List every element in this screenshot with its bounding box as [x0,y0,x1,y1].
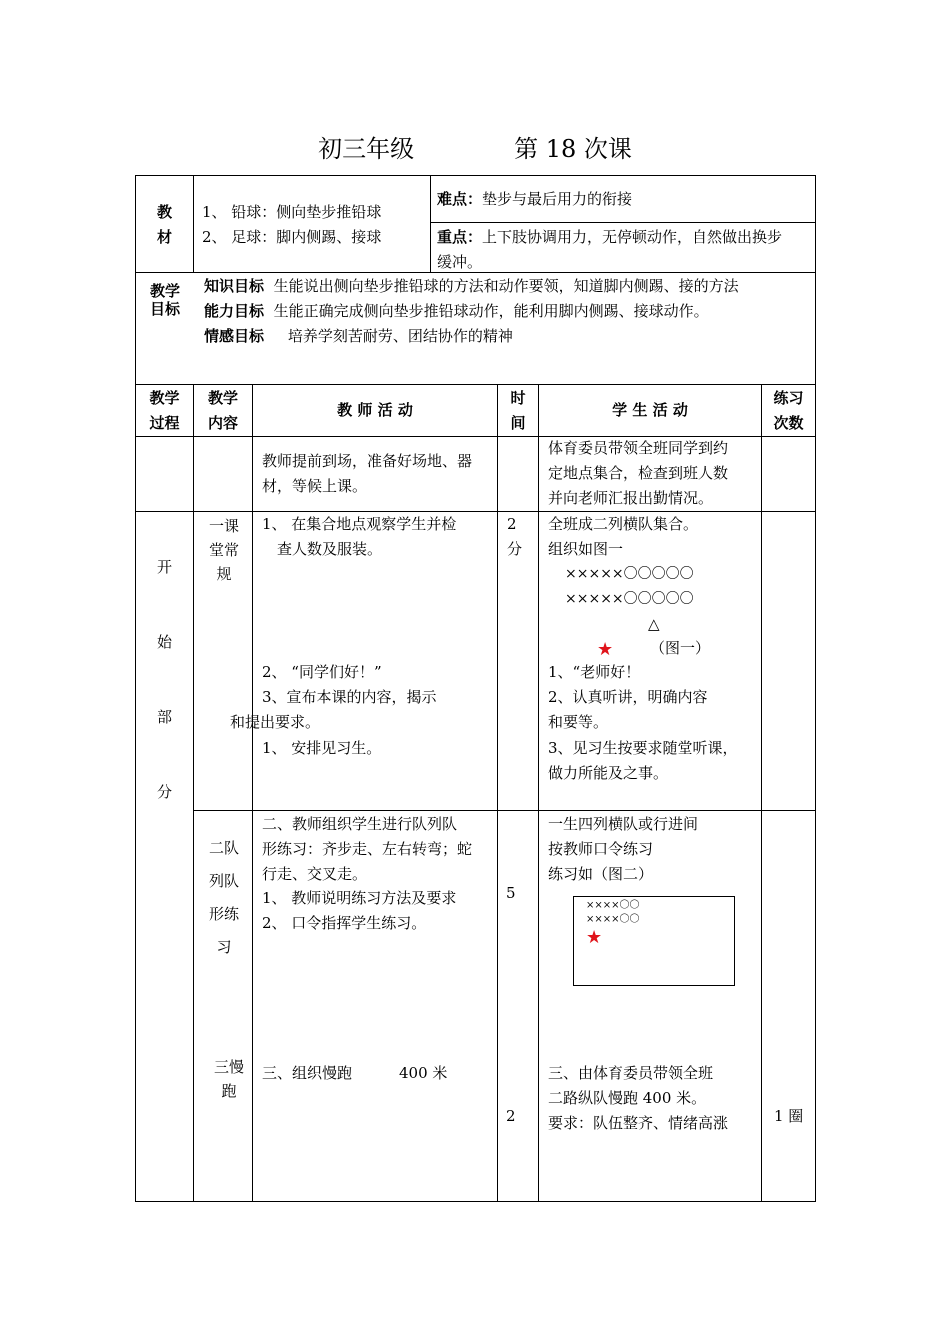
col-student: 学 生 活 动 [612,401,688,419]
col-content: 教学 [207,389,238,407]
teacher-position-triangle: △ [648,615,660,633]
table-line [538,384,539,1202]
prep-teacher: 材，等候上课。 [262,477,368,495]
col-process: 过程 [149,414,180,432]
lesson-number: 第 18 次课 [514,135,632,163]
prep-student: 定地点集合，检查到班人数 [548,464,729,482]
drill-teacher-line: 形练习：齐步走、左右转弯；蛇 [262,840,473,858]
star-icon: ★ [586,927,603,948]
knowledge-text: 生能说出侧向垫步推铅球的方法和动作要领，知道脚内侧踢、接的方法 [273,277,739,295]
jog-student-line: 三、由体育委员带领全班 [548,1064,714,1082]
formation-row: ×××××〇〇〇〇〇 [565,591,694,607]
prep-student: 体育委员带领全班同学到约 [548,439,729,457]
star-icon: ★ [597,639,614,660]
table-border-left [135,175,136,1202]
jog-distance: 400 米 [399,1064,448,1082]
col-process: 教学 [149,389,180,407]
col-count: 次数 [773,414,804,432]
drill-content: 二队列队形练习 [209,839,240,956]
table-line [430,175,431,273]
routine-teacher-line: 2、 “同学们好！” [262,663,382,681]
jiaocai-label: 材 [157,228,173,246]
table-line [193,175,194,273]
table-border-bottom [135,1201,816,1202]
key-point [437,225,782,250]
key-text: 上下肢协调用力，无停顿动作，自然做出换步 [482,228,783,246]
knowledge-label: 知识目标 [204,277,265,295]
difficulty-label: 难点： [437,190,483,208]
section-char: 部 [157,708,173,726]
skill-label: 能力目标 [204,302,265,320]
skill-goal [204,299,709,324]
routine-student-line: 1、“老师好！ [548,663,641,681]
routine-student-line: 做力所能及之事。 [548,764,669,782]
drill-student-line: 练习如（图二） [548,865,654,883]
prep-teacher: 教师提前到场，准备好场地、器 [262,452,473,470]
drill-formation-figure [573,896,735,986]
jog-count: 1 圈 [774,1107,804,1125]
routine-student-line: 组织如图一 [548,540,624,558]
knowledge-goal [204,274,739,299]
prep-student: 并向老师汇报出勤情况。 [548,489,714,507]
routine-student-line: 全班成二列横队集合。 [548,515,699,533]
table-line [761,384,762,1202]
table-line [135,511,816,512]
jog-teacher: 三、组织慢跑 [262,1064,353,1082]
formation-row: ×××××〇〇〇〇〇 [565,566,694,582]
col-time: 间 [510,414,526,432]
figure-caption: （图一） [650,639,711,657]
emotion-goal [204,324,513,349]
routine-teacher-line: 1、 在集合地点观察学生并检 [262,515,457,533]
jog-student-line: 要求：队伍整齐、情绪高涨 [548,1114,729,1132]
section-char: 开 [157,558,173,576]
drill-student-line: 按教师口令练习 [548,840,654,858]
content-item: 2、 足球：脚内侧踢、接球 [202,228,382,246]
col-time: 时 [510,389,526,407]
jog-student-line: 二路纵队慢跑 400 米。 [548,1089,707,1107]
table-border-right [815,175,816,1202]
goals-label: 教学目标 [150,282,181,318]
table-line [497,384,498,1202]
routine-student-line: 3、见习生按要求随堂听课， [548,739,738,757]
col-count: 练习 [773,389,804,407]
table-line [193,384,194,1202]
difficulty-text: 垫步与最后用力的衔接 [482,190,633,208]
table-border-top [135,175,816,176]
routine-time: 分 [507,540,523,558]
grade-title: 初三年级 [318,135,415,163]
routine-teacher-line: 查人数及服装。 [262,540,383,558]
table-line [252,384,253,1202]
difficulty-point [437,187,632,212]
table-line [193,810,816,811]
col-teacher: 教 师 活 动 [337,401,413,419]
section-char: 分 [157,783,173,801]
content-item: 1、 铅球：侧向垫步推铅球 [202,203,382,221]
drill-teacher-line: 2、 口令指挥学生练习。 [262,914,427,932]
jiaocai-label: 教 [157,203,173,221]
drill-student-line: 一生四列横队或行进间 [548,815,699,833]
page-title [0,133,950,165]
drill-teacher-line: 二、教师组织学生进行队列队 [262,815,458,833]
formation-row: ××××〇〇 [586,914,640,925]
table-line [135,384,816,385]
drill-teacher-line: 1、 教师说明练习方法及要求 [262,889,457,907]
drill-teacher-line: 行走、交叉走。 [262,865,368,883]
table-line [430,222,816,223]
emotion-label: 情感目标 [204,327,265,345]
key-text-continued: 缓冲。 [437,253,483,271]
drill-time: 5 [506,884,516,902]
routine-content: 一课堂常规 [209,517,240,583]
routine-student-line: 和要等。 [548,713,609,731]
emotion-text: 培养学刻苦耐劳、团结协作的精神 [287,327,513,345]
routine-time: 2 [507,515,517,533]
key-label: 重点： [437,228,483,246]
col-content: 内容 [207,414,238,432]
routine-teacher-line: 3、宣布本课的内容，揭示 [262,688,437,706]
routine-teacher-line: 和提出要求。 [230,713,321,731]
skill-text: 生能正确完成侧向垫步推铅球动作，能利用脚内侧踢、接球动作。 [273,302,709,320]
section-char: 始 [157,633,173,651]
jog-content: 三慢跑 [214,1058,245,1100]
formation-row: ××××〇〇 [586,900,640,911]
routine-student-line: 2、认真听讲，明确内容 [548,688,708,706]
jog-time: 2 [506,1107,516,1125]
routine-teacher-line: 1、 安排见习生。 [262,739,382,757]
